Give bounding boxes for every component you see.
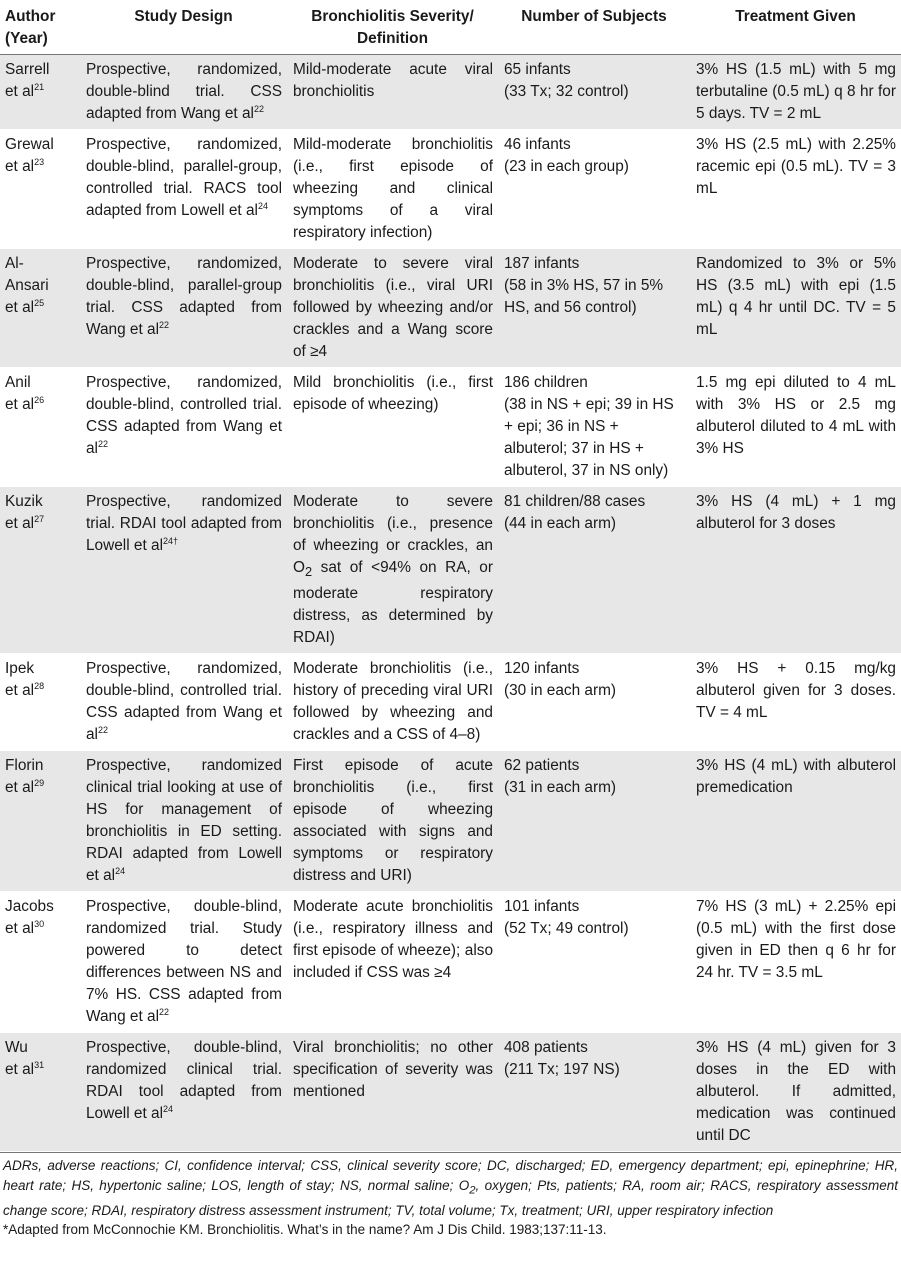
subjects-cell: 408 patients (211 Tx; 197 NS) (498, 1033, 690, 1152)
table-row (0, 55, 901, 130)
treatment-cell: 3% HS (4 mL) with albuterol premedication (690, 751, 901, 892)
author-cell: Kuzik et $al^{27}$ (0, 487, 80, 654)
treatment-cell: Randomized to 3% or 5% HS (3.5 mL) with epi (1.5 mL) q 4 hr until DC. TV = 5 mL (690, 249, 901, 368)
table-row (0, 654, 901, 751)
treatment-cell: 3% HS (2.5 mL) with 2.25% racemic epi (0.5 mL). TV = 3 mL (690, 130, 901, 249)
adapted-from-note: *Adapted from McConnochie KM. Bronchiolitis. What’s in the name? Am J Dis Child. 1983;137:11-13. (3, 1222, 607, 1238)
author-cell: Ipek et $al^{28}$ (0, 654, 80, 751)
table-footnote (0, 1152, 901, 1240)
design-cell: Prospective, randomized, double-blind, parallel-group, controlled trial. RACS tool adapted from Lowell et $al^{24}$ (80, 130, 287, 249)
subjects-cell: 120 infants (30 in each arm) (498, 654, 690, 751)
header-row (0, 0, 901, 55)
header-design: Study Design (80, 0, 287, 55)
severity-cell: Mild-moderate acute viral bronchiolitis (287, 55, 498, 130)
header-author: Author (Year) (0, 0, 80, 55)
table-row (0, 892, 901, 1033)
treatment-cell: 3% HS (4 mL) given for 3 doses in the ED with albuterol. If admitted, medication was continued until DC (690, 1033, 901, 1152)
abbreviations-note: ADRs, adverse reactions; CI, confidence interval; CSS, clinical severity score; DC, discharged; ED, emergency department; epi, epinephrine; HR, heart rate; HS, hypertonic saline; LOS, length of stay; NS, normal saline; $O_2$, oxygen; Pts, patients; RA, room air; RACS, respiratory assessment change score; RDAI, respiratory distress assessment instrument; TV, total volume; Tx, treatment; URI, upper respiratory infection (3, 1158, 898, 1218)
design-cell: Prospective, randomized, double-blind, parallel-group trial. CSS adapted from Wang et $al^{22}$ (80, 249, 287, 368)
severity-cell: Mild-moderate bronchiolitis (i.e., first episode of wheezing and clinical symptoms of a viral respiratory infection) (287, 130, 498, 249)
subjects-cell: 46 infants (23 in each group) (498, 130, 690, 249)
author-cell: Grewal et $al^{23}$ (0, 130, 80, 249)
treatment-cell: 7% HS (3 mL) + 2.25% epi (0.5 mL) with the first dose given in ED then q 6 hr for 24 hr. TV = 3.5 mL (690, 892, 901, 1033)
author-cell: Anil et $al^{26}$ (0, 368, 80, 487)
severity-cell: First episode of acute bronchiolitis (i.e., first episode of wheezing associated with signs and symptoms or respiratory distress and URI) (287, 751, 498, 892)
author-cell: Sarrell et $al^{21}$ (0, 55, 80, 130)
subjects-cell: 186 children (38 in NS + epi; 39 in HS + epi; 36 in NS + albuterol; 37 in HS + albuterol, 37 in NS only) (498, 368, 690, 487)
severity-cell: Mild bronchiolitis (i.e., first episode of wheezing) (287, 368, 498, 487)
severity-cell: Moderate bronchiolitis (i.e., history of preceding viral URI followed by wheezing and crackles and a CSS of 4–8) (287, 654, 498, 751)
design-cell: Prospective, randomized trial. RDAI tool adapted from Lowell et $al^{24\dagger}$ (80, 487, 287, 654)
design-cell: Prospective, randomized, double-blind, controlled trial. CSS adapted from Wang et $al^{22}$ (80, 654, 287, 751)
severity-cell: Moderate to severe bronchiolitis (i.e., presence of wheezing or crackles, an $O_2$ sat of <94% on RA, or moderate respiratory distress, as determined by RDAI) (287, 487, 498, 654)
table-row (0, 487, 901, 654)
treatment-cell: 1.5 mg epi diluted to 4 mL with 3% HS or 2.5 mg albuterol diluted to 4 mL with 3% HS (690, 368, 901, 487)
subjects-cell: 65 infants (33 Tx; 32 control) (498, 55, 690, 130)
severity-cell: Viral bronchiolitis; no other specification of severity was mentioned (287, 1033, 498, 1152)
severity-cell: Moderate to severe viral bronchiolitis (i.e., viral URI followed by wheezing and/or crackles and a Wang score of ≥4 (287, 249, 498, 368)
header-severity: Bronchiolitis Severity/ Definition (287, 0, 498, 55)
subjects-cell: 187 infants (58 in 3% HS, 57 in 5% HS, and 56 control) (498, 249, 690, 368)
author-cell: Florin et $al^{29}$ (0, 751, 80, 892)
table-row (0, 130, 901, 249)
design-cell: Prospective, double-blind, randomized trial. Study powered to detect differences between NS and 7% HS. CSS adapted from Wang et $al^{22}$ (80, 892, 287, 1033)
subjects-cell: 101 infants (52 Tx; 49 control) (498, 892, 690, 1033)
treatment-cell: 3% HS (4 mL) + 1 mg albuterol for 3 doses (690, 487, 901, 654)
author-cell: Al- Ansari et $al^{25}$ (0, 249, 80, 368)
table-row (0, 751, 901, 892)
header-subjects: Number of Subjects (498, 0, 690, 55)
subjects-cell: 81 children/88 cases (44 in each arm) (498, 487, 690, 654)
author-cell: Jacobs et $al^{30}$ (0, 892, 80, 1033)
severity-cell: Moderate acute bronchiolitis (i.e., respiratory illness and first episode of wheeze); also included if CSS was ≥4 (287, 892, 498, 1033)
design-cell: Prospective, randomized clinical trial looking at use of HS for management of bronchiolitis in ED setting. RDAI adapted from Lowell et $al^{24}$ (80, 751, 287, 892)
design-cell: Prospective, randomized, double-blind trial. CSS adapted from Wang et $al^{22}$ (80, 55, 287, 130)
treatment-cell: 3% HS + 0.15 mg/kg albuterol given for 3 doses. TV = 4 mL (690, 654, 901, 751)
table-row (0, 1033, 901, 1152)
table-row (0, 368, 901, 487)
table-row (0, 249, 901, 368)
author-cell: Wu et $al^{31}$ (0, 1033, 80, 1152)
design-cell: Prospective, double-blind, randomized clinical trial. RDAI tool adapted from Lowell et $al^{24}$ (80, 1033, 287, 1152)
treatment-cell: 3% HS (1.5 mL) with 5 mg terbutaline (0.5 mL) q 8 hr for 5 days. TV = 2 mL (690, 55, 901, 130)
header-treatment: Treatment Given (690, 0, 901, 55)
subjects-cell: 62 patients (31 in each arm) (498, 751, 690, 892)
design-cell: Prospective, randomized, double-blind, controlled trial. CSS adapted from Wang et $al^{22}$ (80, 368, 287, 487)
